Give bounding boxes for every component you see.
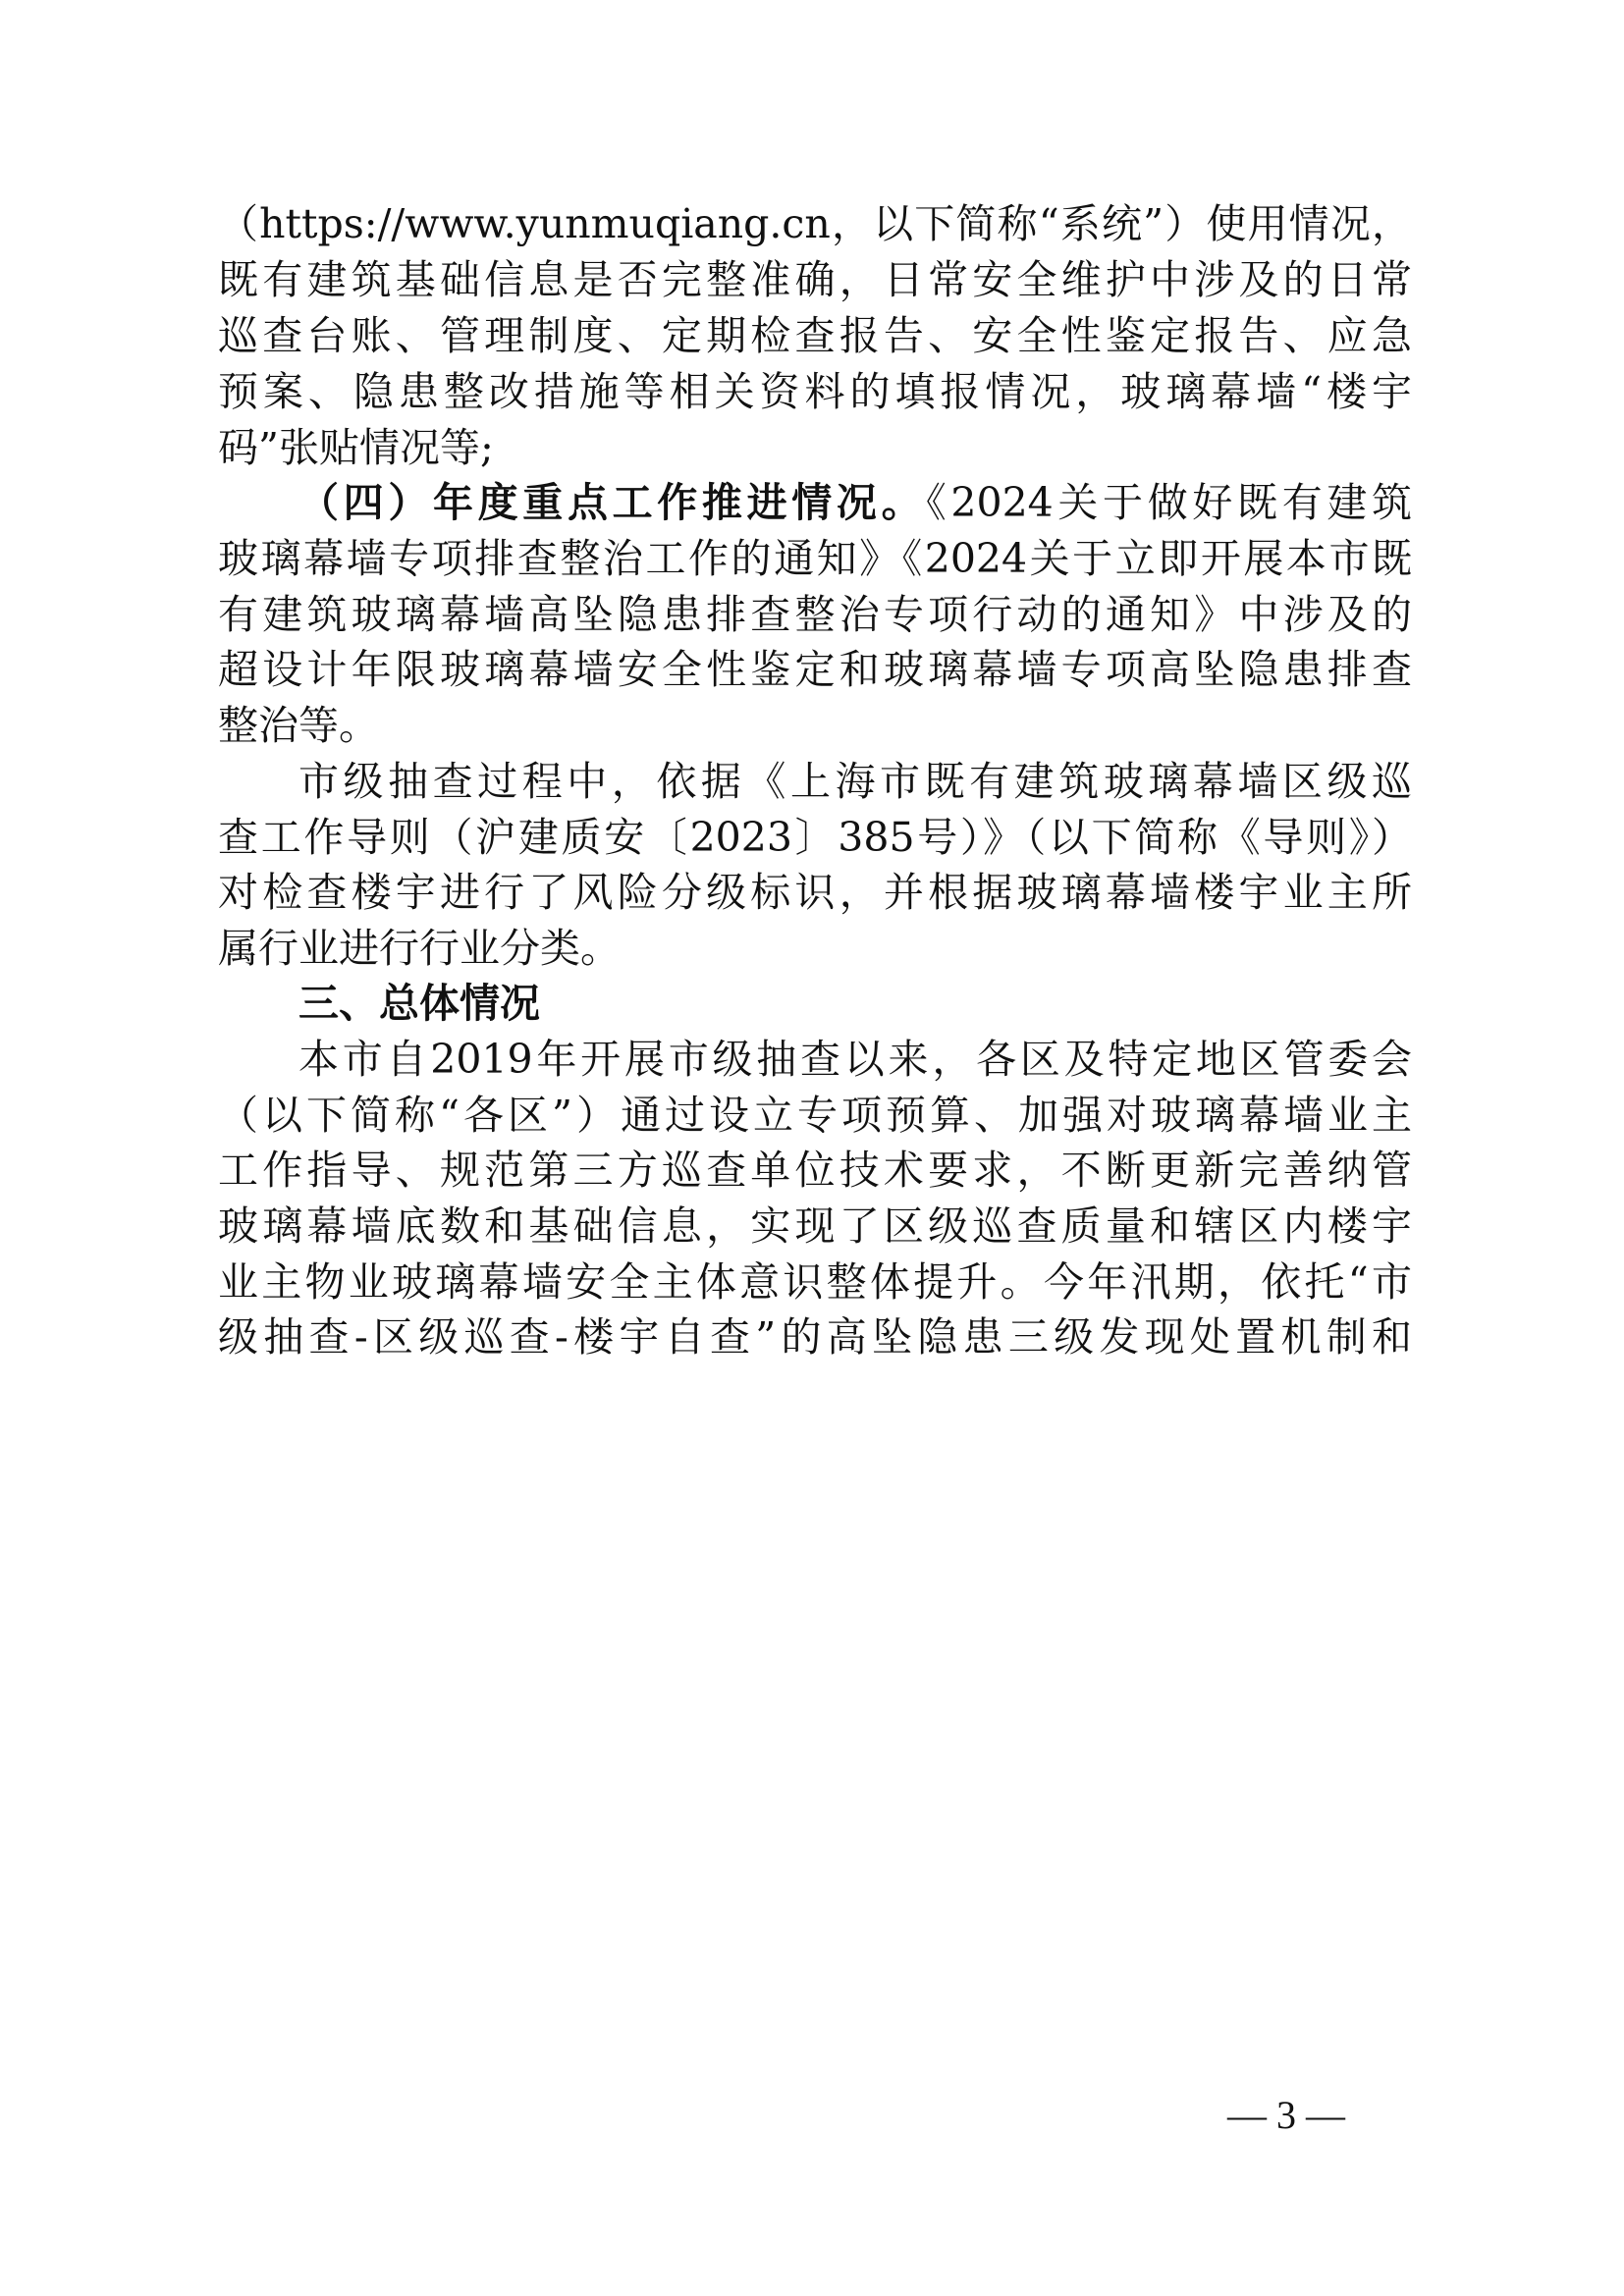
page-number: — 3 — (1227, 2093, 1345, 2137)
paragraph-line: 属行业进行行业分类。 (218, 925, 621, 972)
paragraph-line: 玻璃幕墙专项排查整治工作的通知》《2024关于立即开展本市既 (218, 535, 1412, 582)
paragraph-line: 码”张贴情况等; (218, 424, 494, 471)
paragraph-line: 整治等。 (218, 702, 379, 749)
paragraph-line: 本市自2019年开展市级抽查以来，各区及特定地区管委会 (298, 1036, 1412, 1083)
section-three-heading: 三、总体情况 (298, 980, 540, 1027)
paragraph-line: （以下简称“各区”）通过设立专项预算、加强对玻璃幕墙业主 (218, 1092, 1412, 1139)
paragraph-line: 既有建筑基础信息是否完整准确，日常安全维护中涉及的日常 (218, 256, 1412, 303)
paragraph-line: 预案、隐患整改措施等相关资料的填报情况，玻璃幕墙“楼宇 (218, 368, 1412, 415)
paragraph-line: 有建筑玻璃幕墙高坠隐患排查整治专项行动的通知》中涉及的 (218, 591, 1412, 638)
paragraph-line: 对检查楼宇进行了风险分级标识，并根据玻璃幕墙楼宇业主所 (218, 869, 1412, 916)
paragraph-line: 市级抽查过程中，依据《上海市既有建筑玻璃幕墙区级巡 (298, 758, 1412, 805)
section-four-heading: （四）年度重点工作推进情况。 (298, 479, 927, 526)
paragraph-line: 工作指导、规范第三方巡查单位技术要求，不断更新完善纳管 (218, 1147, 1412, 1194)
paragraph-line: 巡查台账、管理制度、定期检查报告、安全性鉴定报告、应急 (218, 312, 1412, 359)
section-four-line1-rest: 《2024关于做好既有建筑 (926, 479, 1413, 526)
paragraph-line: 查工作导则（沪建质安〔2023〕385号）》（以下简称《导则》） (218, 814, 1412, 861)
paragraph-line: 业主物业玻璃幕墙安全主体意识整体提升。今年汛期，依托“市 (218, 1258, 1412, 1306)
paragraph-line: 玻璃幕墙底数和基础信息，实现了区级巡查质量和辖区内楼宇 (218, 1202, 1412, 1250)
paragraph-line: 级抽查-区级巡查-楼宇自查”的高坠隐患三级发现处置机制和 (218, 1313, 1412, 1361)
paragraph-line: （https://www.yunmuqiang.cn，以下简称“系统”）使用情况， (218, 200, 1412, 247)
paragraph-line: 超设计年限玻璃幕墙安全性鉴定和玻璃幕墙专项高坠隐患排查 (218, 646, 1412, 693)
